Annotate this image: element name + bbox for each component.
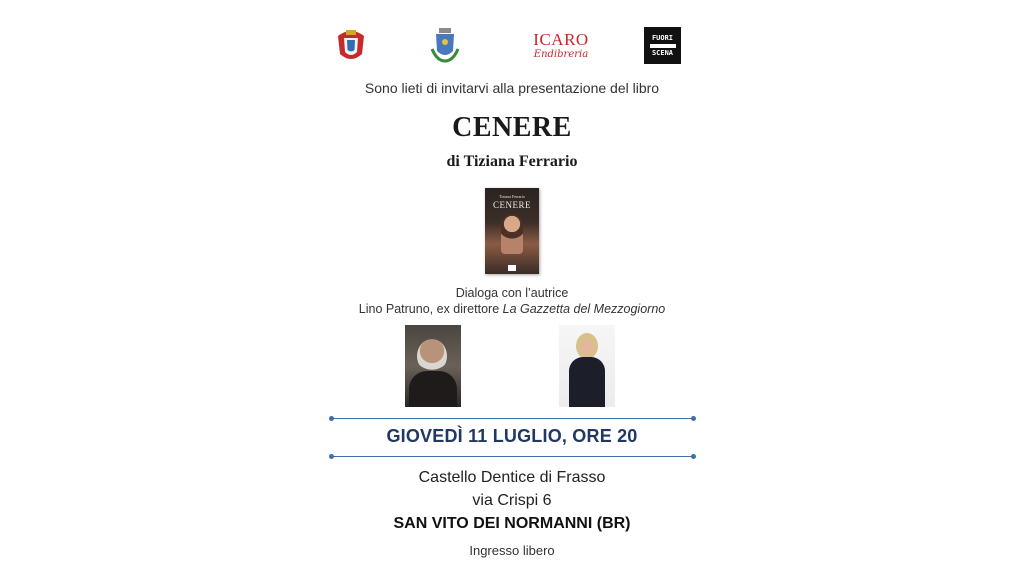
author-photo — [559, 325, 615, 407]
event-address: via Crispi 6 — [472, 492, 552, 509]
moderator-name: Lino Patruno, ex direttore — [358, 302, 503, 316]
fuori-scena-logo — [644, 27, 681, 64]
moderator-line — [0, 302, 1024, 316]
fuori-scena-line2: SCENA — [651, 48, 674, 57]
cover-author: Tiziana Ferrario — [499, 194, 525, 199]
moderator-photo — [405, 325, 461, 407]
crest-icon — [429, 27, 461, 65]
divider-top — [331, 418, 694, 419]
crest-icon — [336, 28, 366, 64]
photo-head — [417, 339, 447, 373]
event-venue: Castello Dentice di Frasso — [418, 469, 606, 486]
photo-body — [569, 357, 605, 407]
cover-figure — [501, 214, 523, 254]
divider-bottom — [331, 456, 694, 457]
coat-of-arms-logo-1 — [336, 26, 366, 66]
event-date: GIOVEDÌ 11 LUGLIO, ORE 20 — [386, 426, 638, 446]
cover-title: CENERE — [493, 200, 531, 210]
icaro-logo-name: ICARO — [533, 30, 589, 49]
publisher-mark — [508, 265, 516, 271]
icaro-logo — [524, 26, 598, 66]
book-title: CENERE — [452, 112, 572, 143]
book-cover-image — [485, 188, 539, 274]
intro-text: Sono lieti di invitarvi alla presentazione del libro — [364, 80, 660, 96]
coat-of-arms-logo-2 — [429, 26, 461, 66]
book-author: di Tiziana Ferrario — [446, 153, 578, 170]
fuori-scena-line1: FUORI — [651, 33, 674, 42]
icaro-logo-subtitle: Endibreria — [533, 49, 589, 60]
newspaper-name: La Gazzetta del Mezzogiorno — [502, 302, 666, 316]
dialog-line: Dialoga con l’autrice — [455, 286, 569, 300]
photo-head — [576, 333, 598, 359]
event-city: SAN VITO DEI NORMANNI (BR) — [393, 515, 631, 532]
logo-bar — [650, 44, 676, 48]
photo-body — [409, 371, 457, 407]
entry-note: Ingresso libero — [469, 543, 555, 558]
